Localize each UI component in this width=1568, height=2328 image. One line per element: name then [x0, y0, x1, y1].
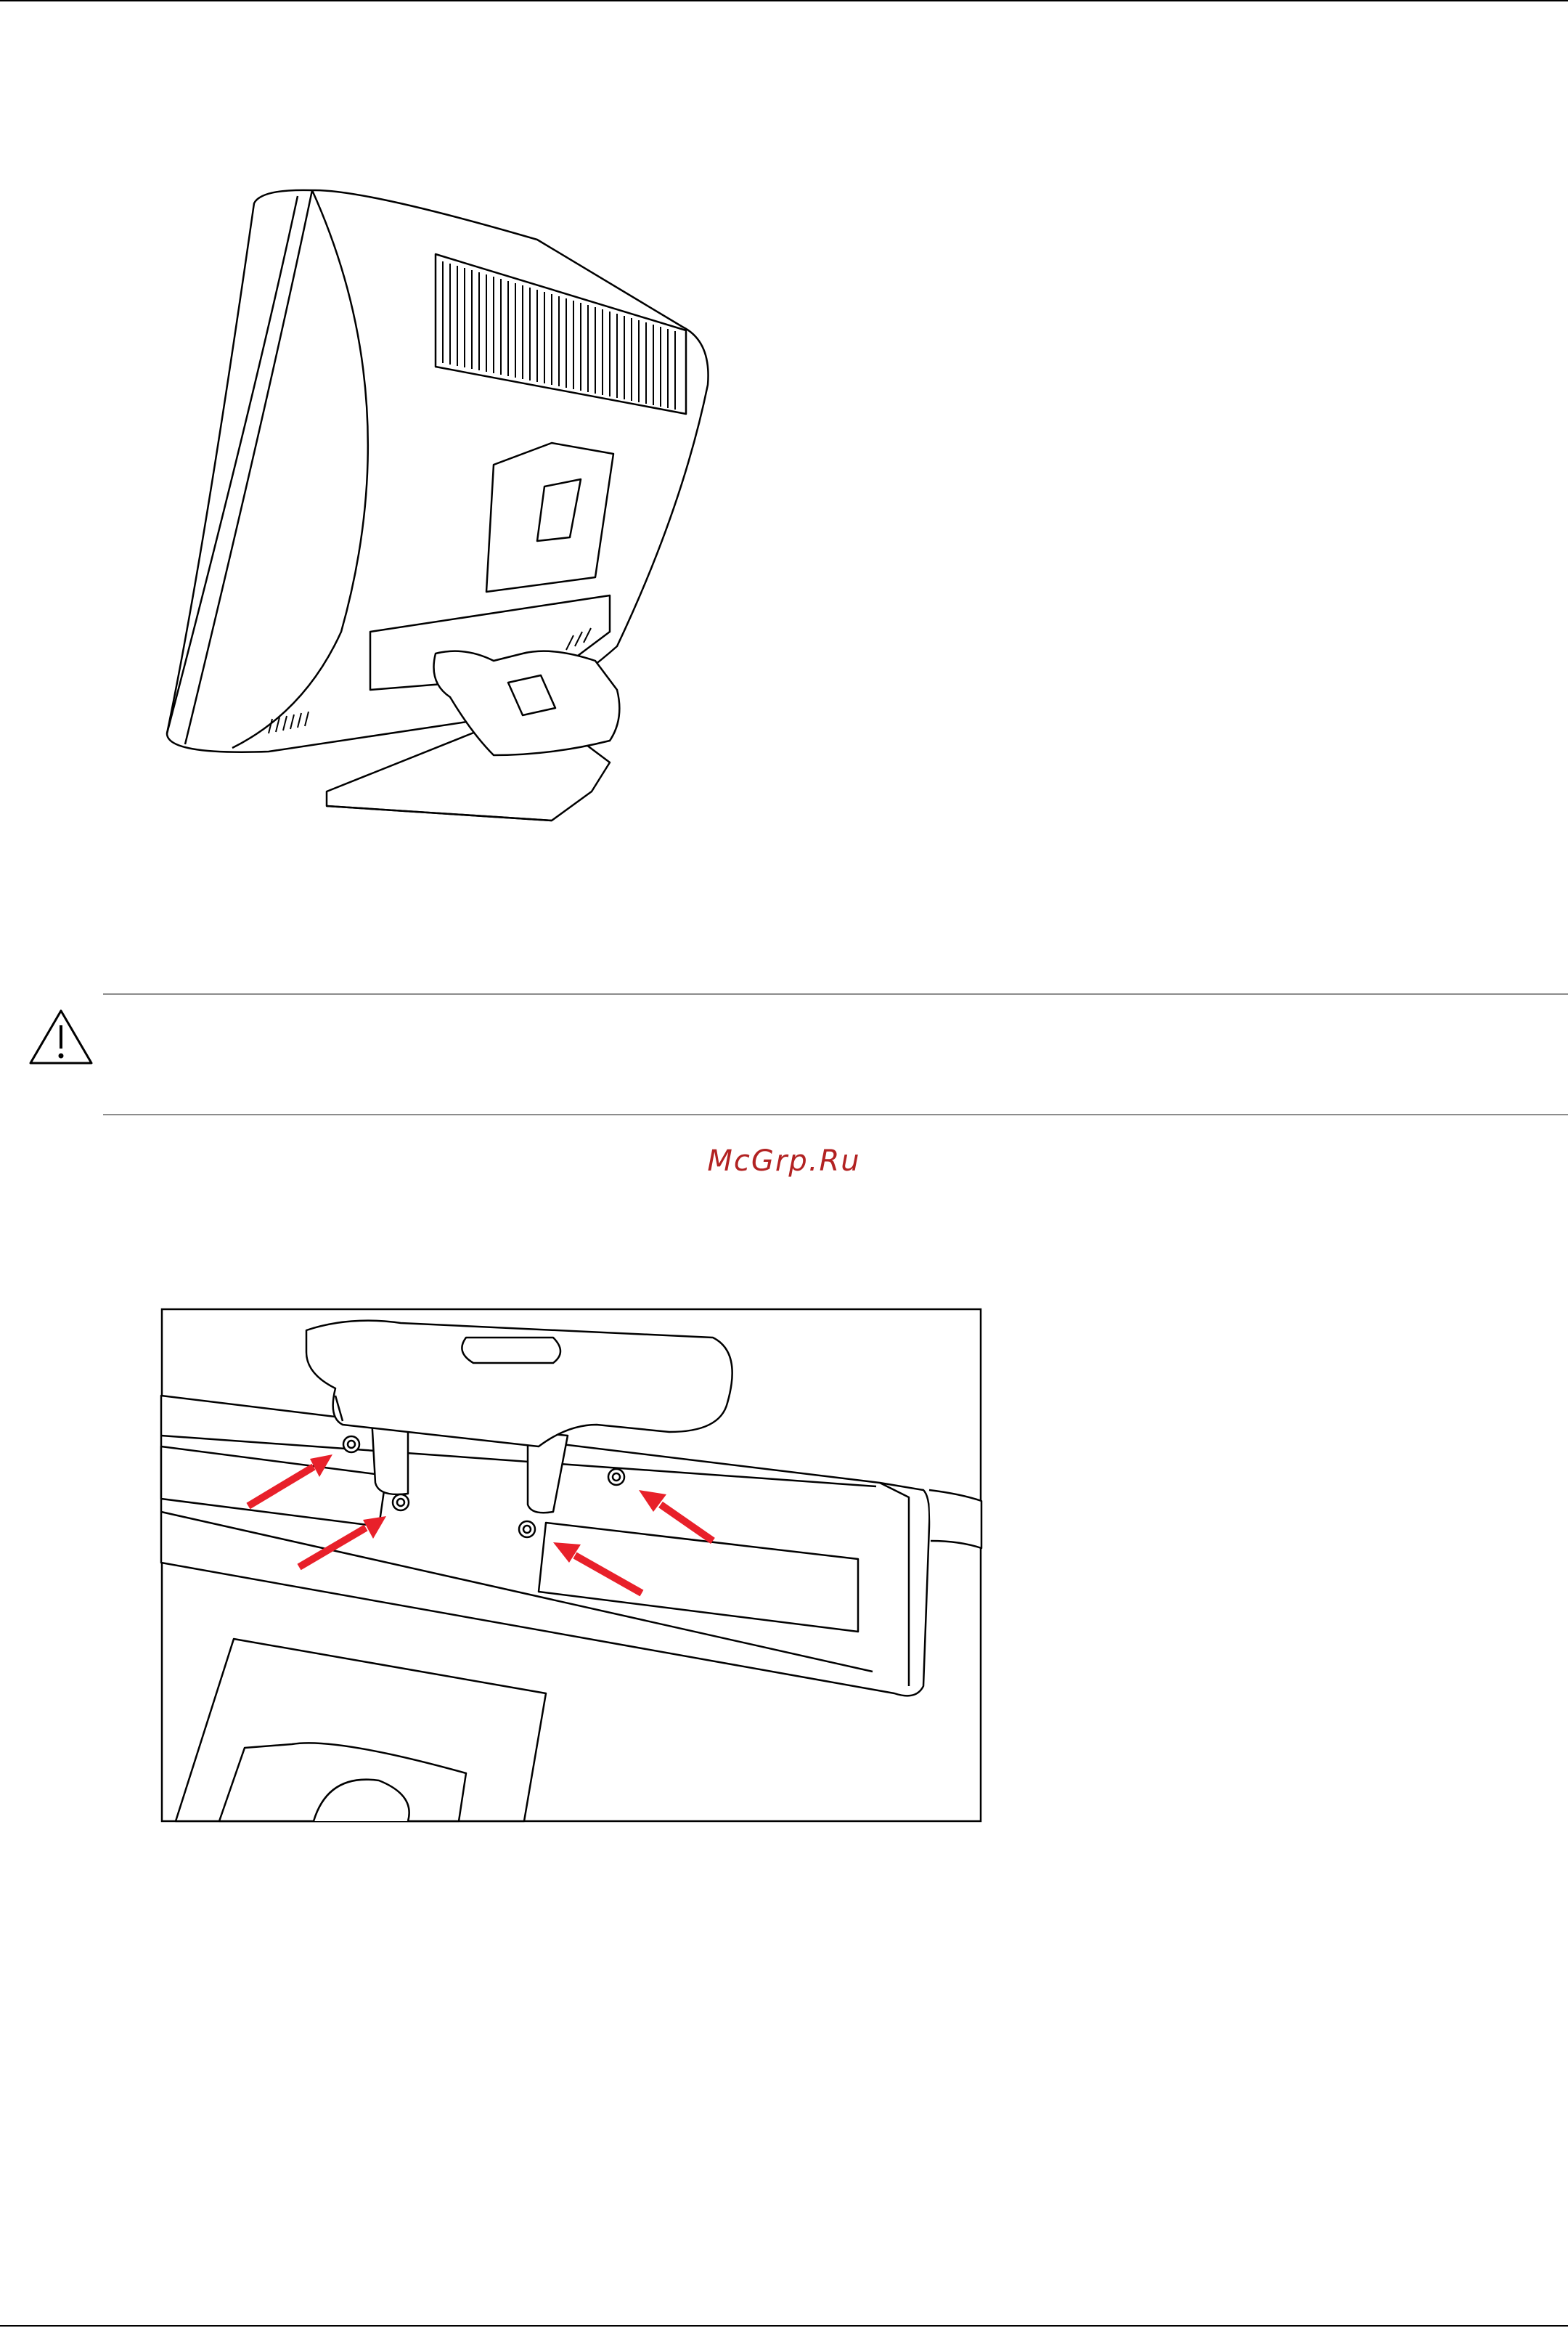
caution-bottom-divider — [103, 1114, 1568, 1115]
caution-top-divider — [103, 993, 1568, 995]
bottom-rule — [0, 2325, 1568, 2327]
stand-screws-figure — [161, 1309, 981, 1823]
warning-triangle-icon — [28, 1008, 94, 1066]
watermark: McGrp.Ru — [707, 1144, 861, 1178]
monitor-rear-view-figure — [145, 182, 748, 835]
top-rule — [0, 0, 1568, 1]
